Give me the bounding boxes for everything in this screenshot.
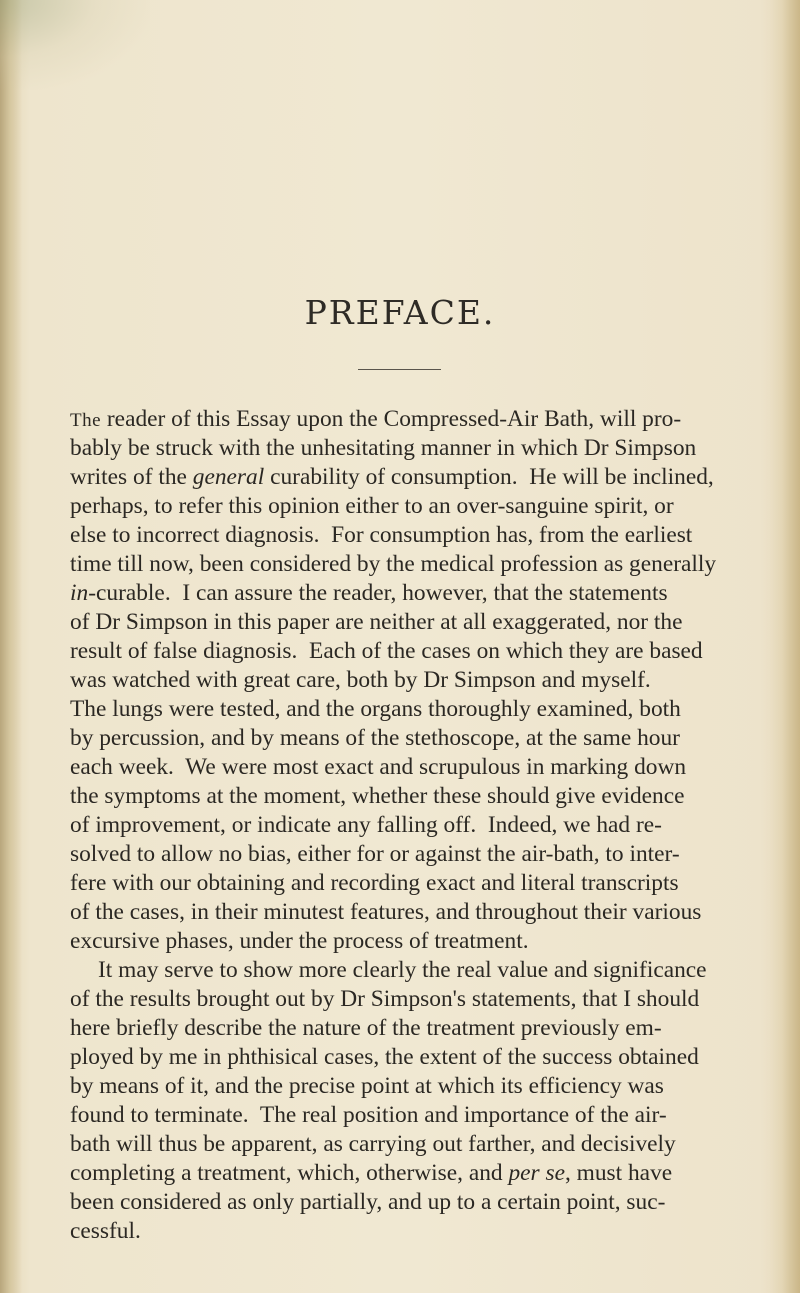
text-line: The reader of this Essay upon the Compressed-Air Bath, will pro- <box>70 406 682 432</box>
text-line: result of false diagnosis. Each of the cases on which they are based <box>70 638 703 664</box>
text-line: of the cases, in their minutest features, and throughout their various <box>70 899 702 925</box>
text-line: bath will thus be apparent, as carrying out farther, and decisively <box>70 1131 676 1157</box>
text-line: bably be struck with the unhesitating manner in which Dr Simpson <box>70 435 697 461</box>
text-line: by percussion, and by means of the stethoscope, at the same hour <box>70 725 680 751</box>
text-line: of the results brought out by Dr Simpson's statements, that I should <box>70 986 700 1012</box>
text-line: cessful. <box>70 1218 141 1244</box>
paragraph-start-line: It may serve to show more clearly the real value and significance <box>98 957 707 983</box>
text-line: the symptoms at the moment, whether these should give evidence <box>70 783 685 809</box>
italic-word: general <box>192 464 265 490</box>
page-title: PREFACE. <box>304 293 496 332</box>
title-rule <box>358 369 441 370</box>
text-line: writes of the general curability of consumption. He will be inclined, <box>70 464 714 490</box>
text-line: else to incorrect diagnosis. For consumption has, from the earliest <box>70 522 693 548</box>
text-line: perhaps, to refer this opinion either to an over-sanguine spirit, or <box>70 493 674 519</box>
small-caps-word: The <box>70 410 102 431</box>
text-line: time till now, been considered by the medical profession as generally <box>70 551 717 577</box>
text-line: ployed by me in phthisical cases, the extent of the success obtained <box>70 1044 699 1070</box>
text-line: The lungs were tested, and the organs thoroughly examined, both <box>70 696 681 722</box>
text-line: by means of it, and the precise point at which its efficiency was <box>70 1073 664 1099</box>
text-line: of Dr Simpson in this paper are neither at all exaggerated, nor the <box>70 609 683 635</box>
text-line: solved to allow no bias, either for or against the air-bath, to inter- <box>70 841 680 867</box>
text-line: in-curable. I can assure the reader, however, that the statements <box>70 580 668 606</box>
preface-text <box>70 405 790 1246</box>
text-line: completing a treatment, which, otherwise, and per se, must have <box>70 1160 673 1186</box>
text-line: excursive phases, under the process of treatment. <box>70 928 529 954</box>
italic-word: in <box>70 580 89 606</box>
page-edge-shadow <box>0 0 22 1293</box>
text-line: was watched with great care, both by Dr Simpson and myself. <box>70 667 651 693</box>
text-line: each week. We were most exact and scrupulous in marking down <box>70 754 687 780</box>
italic-phrase: per se <box>508 1160 565 1186</box>
text-line: found to terminate. The real position and importance of the air- <box>70 1102 667 1128</box>
text-line: fere with our obtaining and recording exact and literal transcripts <box>70 870 679 896</box>
text-line: here briefly describe the nature of the treatment previously em- <box>70 1015 662 1041</box>
text-line: been considered as only partially, and up to a certain point, suc- <box>70 1189 666 1215</box>
text-line: of improvement, or indicate any falling off. Indeed, we had re- <box>70 812 662 838</box>
corner-stain <box>0 0 150 90</box>
